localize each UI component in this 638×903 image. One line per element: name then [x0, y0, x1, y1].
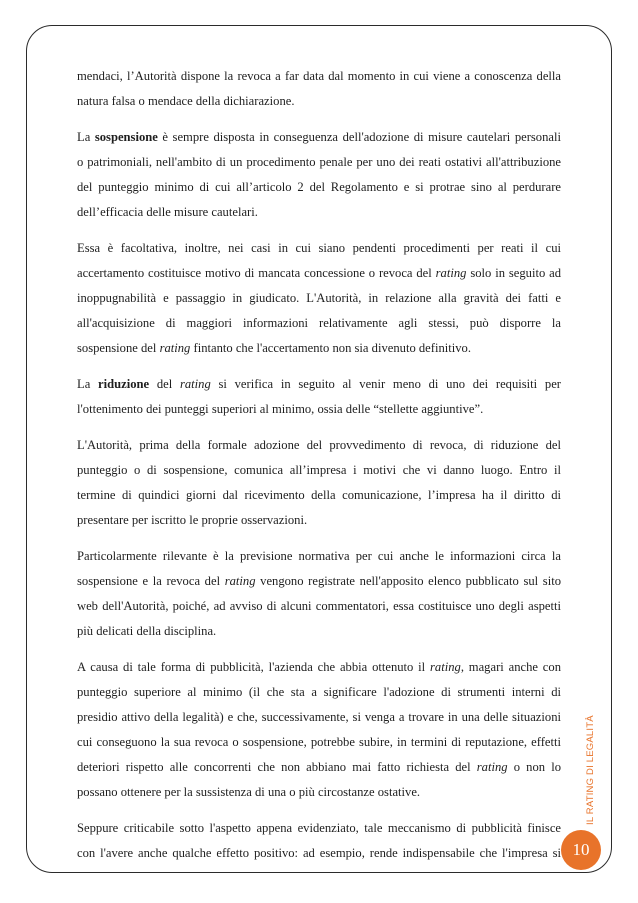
- paragraph: [77, 125, 561, 225]
- paragraph: [77, 816, 561, 866]
- text-run: fintanto che l'accertamento non sia divenuto definitivo.: [190, 341, 472, 355]
- text-line: [77, 619, 561, 644]
- text-line: [77, 730, 561, 755]
- page-number-badge: [561, 830, 601, 870]
- text-run: vengono registrate nell'apposito elenco pubblicato sul sito: [255, 574, 561, 588]
- text-run: del: [149, 377, 180, 391]
- text-run: termine di quindici giorni dal ricevimento della comunicazione, l’impresa ha il diritto di: [77, 488, 561, 502]
- paragraph: [77, 655, 561, 805]
- text-line: [77, 397, 561, 422]
- italic-term: rating: [430, 660, 461, 674]
- text-run: sospensione e la revoca del: [77, 574, 225, 588]
- text-line: [77, 200, 561, 225]
- text-run: dell’efficacia delle misure cautelari.: [77, 205, 258, 219]
- text-line: [77, 755, 561, 780]
- bold-term: sospensione: [94, 130, 158, 144]
- page-number: 10: [572, 840, 590, 859]
- paragraph: [77, 372, 561, 422]
- text-run: , magari anche con: [460, 660, 561, 674]
- text-line: [77, 433, 561, 458]
- section-side-label: IL RATING DI LEGALITÀ: [585, 715, 596, 825]
- text-run: mendaci, l’Autorità dispone la revoca a far data dal momento in cui viene a conoscenza della: [77, 69, 561, 83]
- paragraph: [77, 64, 561, 114]
- text-run: La: [77, 130, 95, 144]
- text-line: [77, 311, 561, 336]
- text-run: Particolarmente rilevante è la previsione normativa per cui anche le informazioni circa la: [77, 549, 561, 563]
- text-line: [77, 236, 561, 261]
- text-run: punteggio o di sospensione, comunica all’impresa i motivi che vi danno luogo. Entro il: [77, 463, 561, 477]
- text-run: è sempre disposta in conseguenza dell'adozione di misure cautelari personali: [157, 130, 561, 144]
- text-line: [77, 150, 561, 175]
- italic-term: rating: [159, 341, 191, 355]
- text-run: Seppure criticabile sotto l'aspetto appena evidenziato, tale meccanismo di pubblicità finisce: [77, 821, 561, 835]
- italic-term: rating: [435, 266, 467, 280]
- text-line: [77, 336, 561, 361]
- italic-term: rating: [476, 760, 508, 774]
- text-run: o patrimoniali, nell'ambito di un procedimento penale per uno dei reati ostativi all'attribuzione: [77, 155, 561, 169]
- text-line: [77, 64, 561, 89]
- text-line: [77, 508, 561, 533]
- text-run: A causa di tale forma di pubblicità, l'azienda che abbia ottenuto il: [77, 660, 431, 674]
- text-run: all'acquisizione di maggiori informazioni relativamente agli stessi, può disporre la: [77, 316, 561, 330]
- text-run: punteggio superiore al minimo (il che sta a significare l'adozione di strumenti interni di: [77, 685, 561, 699]
- text-run: L'Autorità, prima della formale adozione del provvedimento di revoca, di riduzione del: [77, 438, 561, 452]
- italic-term: rating: [179, 377, 211, 391]
- text-run: possano ottenere per la sussistenza di una o più circostanze ostative.: [77, 785, 421, 799]
- text-run: accertamento costituisce motivo di mancata concessione o revoca del: [77, 266, 436, 280]
- text-line: [77, 125, 561, 150]
- text-run: presentare per iscritto le proprie osservazioni.: [77, 513, 308, 527]
- paragraph: [77, 544, 561, 644]
- text-run: più delicati della disciplina.: [77, 624, 217, 638]
- text-line: [77, 89, 561, 114]
- text-line: [77, 175, 561, 200]
- text-line: [77, 483, 561, 508]
- text-run: inoppugnabilità e passaggio in giudicato. L'Autorità, in relazione alla gravità dei fatti e: [77, 291, 561, 305]
- text-run: sospensione del: [77, 341, 160, 355]
- text-line: [77, 816, 561, 841]
- text-run: deteriori rispetto alle concorrenti che non abbiano mai fatto richiesta del: [77, 760, 477, 774]
- text-line: [77, 544, 561, 569]
- text-line: [77, 286, 561, 311]
- text-line: [77, 680, 561, 705]
- text-line: [77, 261, 561, 286]
- italic-term: rating: [224, 574, 256, 588]
- text-line: [77, 780, 561, 805]
- text-run: o non lo: [507, 760, 561, 774]
- text-run: presidio attivo della legalità) e che, successivamente, si venga a trovare in una delle situazioni: [77, 710, 561, 724]
- text-run: natura falsa o mendace della dichiarazione.: [77, 94, 295, 108]
- text-line: [77, 841, 561, 866]
- text-run: del punteggio minimo di cui all’articolo 2 del Regolamento e si protrae sino al perdurare: [77, 180, 561, 194]
- text-run: La: [77, 377, 99, 391]
- paragraph: [77, 236, 561, 361]
- text-run: si verifica in seguito al venir meno di uno dei requisiti per: [210, 377, 561, 391]
- text-run: l'ottenimento dei punteggi superiori al minimo, ossia delle “stellette aggiuntive”.: [77, 402, 484, 416]
- text-run: solo in seguito ad: [466, 266, 561, 280]
- bold-term: riduzione: [98, 377, 150, 391]
- text-run: web dell'Autorità, poiché, ad avviso di alcuni commentatori, essa costituisce uno degli aspetti: [77, 599, 561, 613]
- text-run: cui conseguono la sua revoca o sospensione, potrebbe subire, in termini di reputazione, effetti: [77, 735, 561, 749]
- text-line: [77, 705, 561, 730]
- text-run: Essa è facoltativa, inoltre, nei casi in cui siano pendenti procedimenti per reati il cui: [77, 241, 561, 255]
- document-body: [77, 64, 561, 877]
- paragraph: [77, 433, 561, 533]
- text-line: [77, 458, 561, 483]
- text-run: con l'avere anche qualche effetto positivo: ad esempio, rende indispensabile che l'impresa si: [77, 846, 561, 860]
- text-line: [77, 655, 561, 680]
- text-line: [77, 594, 561, 619]
- text-line: [77, 372, 561, 397]
- text-line: [77, 569, 561, 594]
